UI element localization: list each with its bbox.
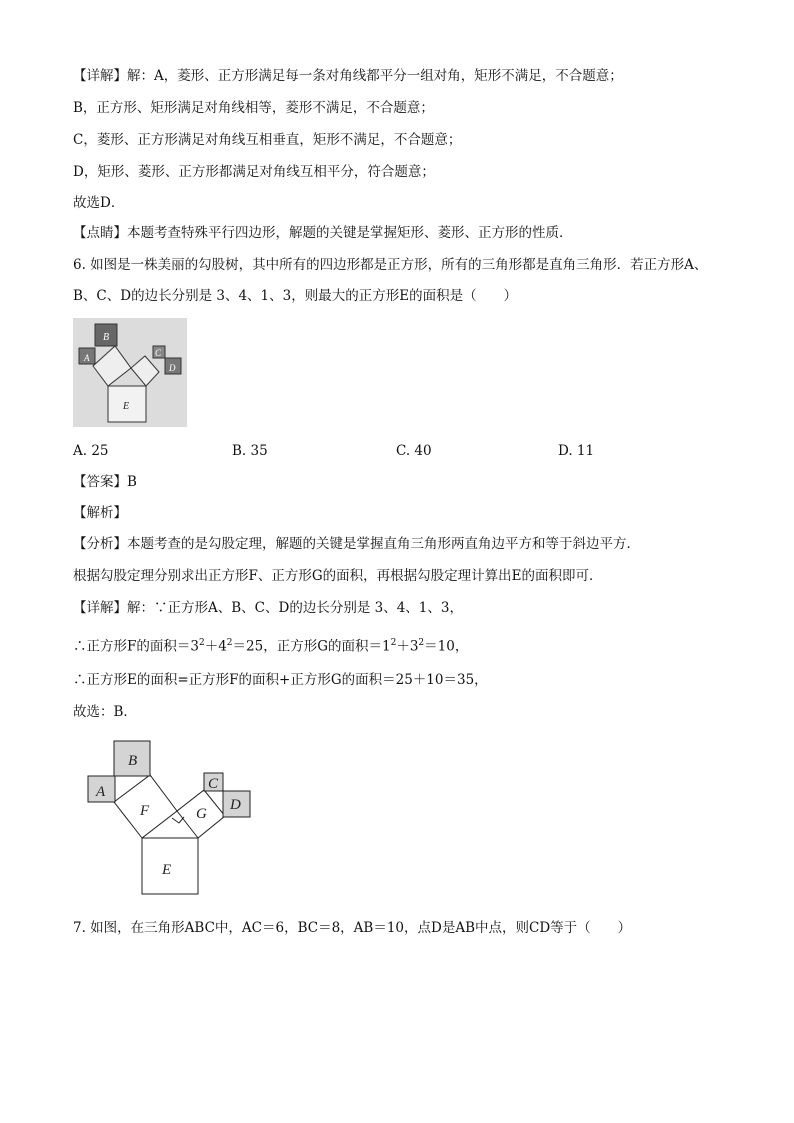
q6-analysis-title: 【解析】: [73, 505, 127, 521]
figure-label-c: C: [208, 776, 219, 792]
photo-label-e: E: [123, 401, 130, 412]
q6-stem-line-2: B、C、D的边长分别是 3、4、1、3，则最大的正方形E的面积是（ ）: [73, 288, 518, 304]
figure-label-a: A: [96, 784, 106, 800]
figure-label-d: D: [230, 797, 241, 813]
figure-label-b: B: [128, 753, 138, 769]
q6-answer: 【答案】B: [73, 474, 137, 490]
photo-label-c: C: [155, 348, 162, 358]
choice-a: A. 25: [73, 443, 109, 459]
choice-d: D. 11: [558, 443, 595, 459]
q5-key-point: 【点睛】本题考查特殊平行四边形，解题的关键是掌握矩形、菱形、正方形的性质．: [73, 225, 573, 241]
figure-label-g: G: [196, 806, 207, 822]
q6-detail-line-2: ∴正方形F的面积$=3^2+4^2=25$，正方形G的面积$=1^2+3^2=10$，: [73, 638, 469, 655]
photo-label-a: A: [84, 353, 90, 363]
q6-analysis-line-1: 【分析】本题考查的是勾股定理，解题的关键是掌握直角三角形两直角边平方和等于斜边平方．: [73, 536, 640, 552]
q6-stem-line-1: 6. 如图是一株美丽的勾股树，其中所有的四边形都是正方形，所有的三角形都是直角三角形．若正方形A、: [73, 257, 708, 273]
q5-detail-line-2: B，正方形、矩形满足对角线相等，菱形不满足，不合题意；: [73, 100, 434, 116]
q6-detail-line-1: 【详解】解：∵正方形A、B、C、D的边长分别是 3、4、1、3，: [73, 600, 463, 616]
choice-b: B. 35: [232, 443, 268, 459]
q6-analysis-line-2: 根据勾股定理分别求出正方形F、正方形G的面积，再根据勾股定理计算出E的面积即可．: [73, 568, 603, 584]
q5-detail-line-4: D，矩形、菱形、正方形都满足对角线互相平分，符合题意；: [73, 164, 435, 180]
figure-label-f: F: [140, 803, 150, 819]
figure-label-e: E: [162, 862, 172, 878]
photo-label-b: B: [103, 332, 110, 343]
q6-conclusion: 故选：B．: [73, 704, 137, 720]
photo-label-d: D: [169, 363, 176, 373]
q5-detail-line-1: 【详解】解：A，菱形、正方形满足每一条对角线都平分一组对角，矩形不满足，不合题意；: [73, 68, 623, 84]
q6-detail-line-3: ∴正方形E的面积=正方形F的面积+正方形G的面积＝25＋10＝35，: [73, 672, 488, 688]
q5-detail-line-3: C，菱形、正方形满足对角线互相垂直，矩形不满足，不合题意；: [73, 132, 462, 148]
q5-conclusion: 故选D．: [73, 195, 125, 211]
q7-stem: 7. 如图，在三角形ABC中，AC＝6，BC＝8，AB＝10，点D是AB中点，则CD等于（ ）: [73, 920, 632, 936]
pythagoras-tree-photo: [73, 318, 187, 427]
pythagoras-tree-diagram: [80, 738, 260, 898]
choice-c: C. 40: [396, 443, 432, 459]
